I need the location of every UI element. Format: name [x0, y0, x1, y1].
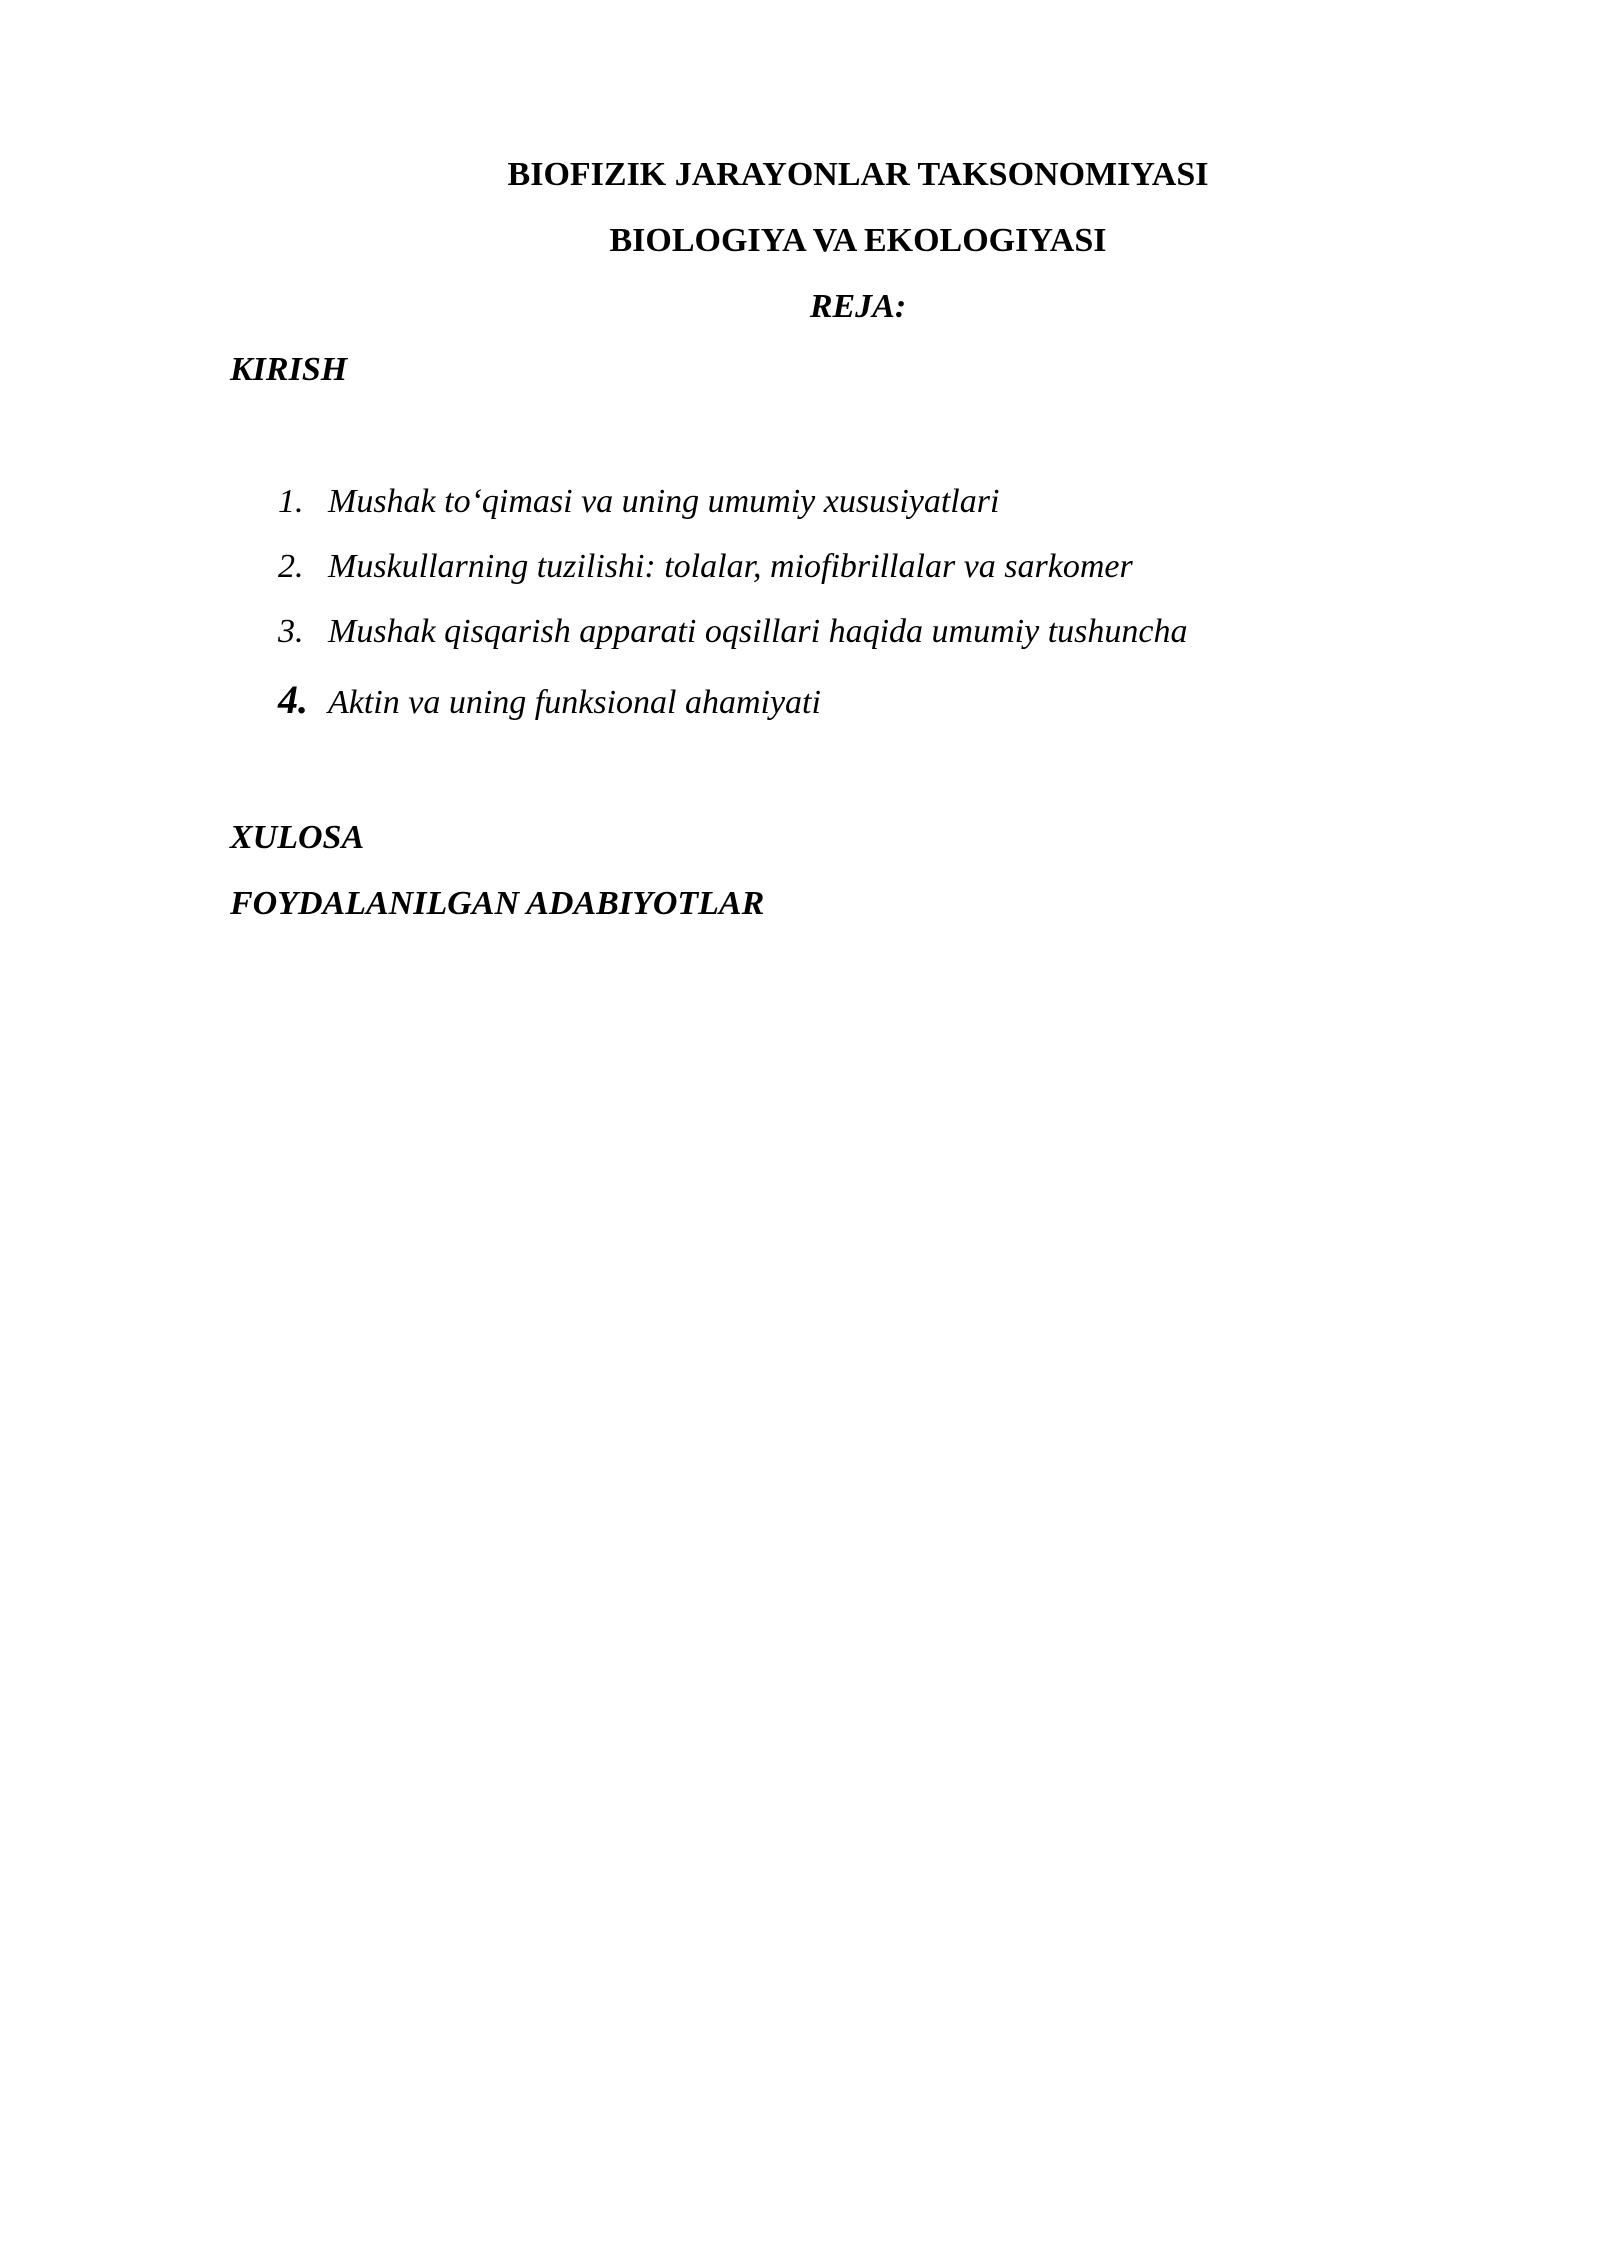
plan-item-number: 4. [278, 677, 308, 722]
intro-heading: KIRISH [230, 351, 348, 388]
plan-item-number: 2. [278, 548, 304, 585]
plan-item [278, 482, 999, 522]
plan-item [278, 677, 821, 723]
document-title: BIOFIZIK JARAYONLAR TAKSONOMIYASI [507, 156, 1209, 193]
plan-item [278, 612, 1187, 652]
references-heading: FOYDALANILGAN ADABIYOTLAR [230, 885, 765, 922]
plan-item-number: 1. [278, 483, 304, 520]
plan-heading: REJA: [809, 288, 907, 325]
plan-item-text: Aktin va uning funksional ahamiyati [328, 684, 821, 721]
plan-item-text: Mushak qisqarish apparati oqsillari haqida umumiy tushuncha [328, 613, 1188, 650]
conclusion-heading: XULOSA [230, 819, 365, 856]
plan-item-text: Mushak to‘qimasi va uning umumiy xususiyatlari [328, 483, 1000, 520]
plan-item-text: Muskullarning tuzilishi: tolalar, miofibrillalar va sarkomer [328, 548, 1133, 585]
document-subtitle: BIOLOGIYA VA EKOLOGIYASI [609, 222, 1107, 259]
plan-item [278, 547, 1133, 587]
plan-item-number: 3. [278, 613, 304, 650]
